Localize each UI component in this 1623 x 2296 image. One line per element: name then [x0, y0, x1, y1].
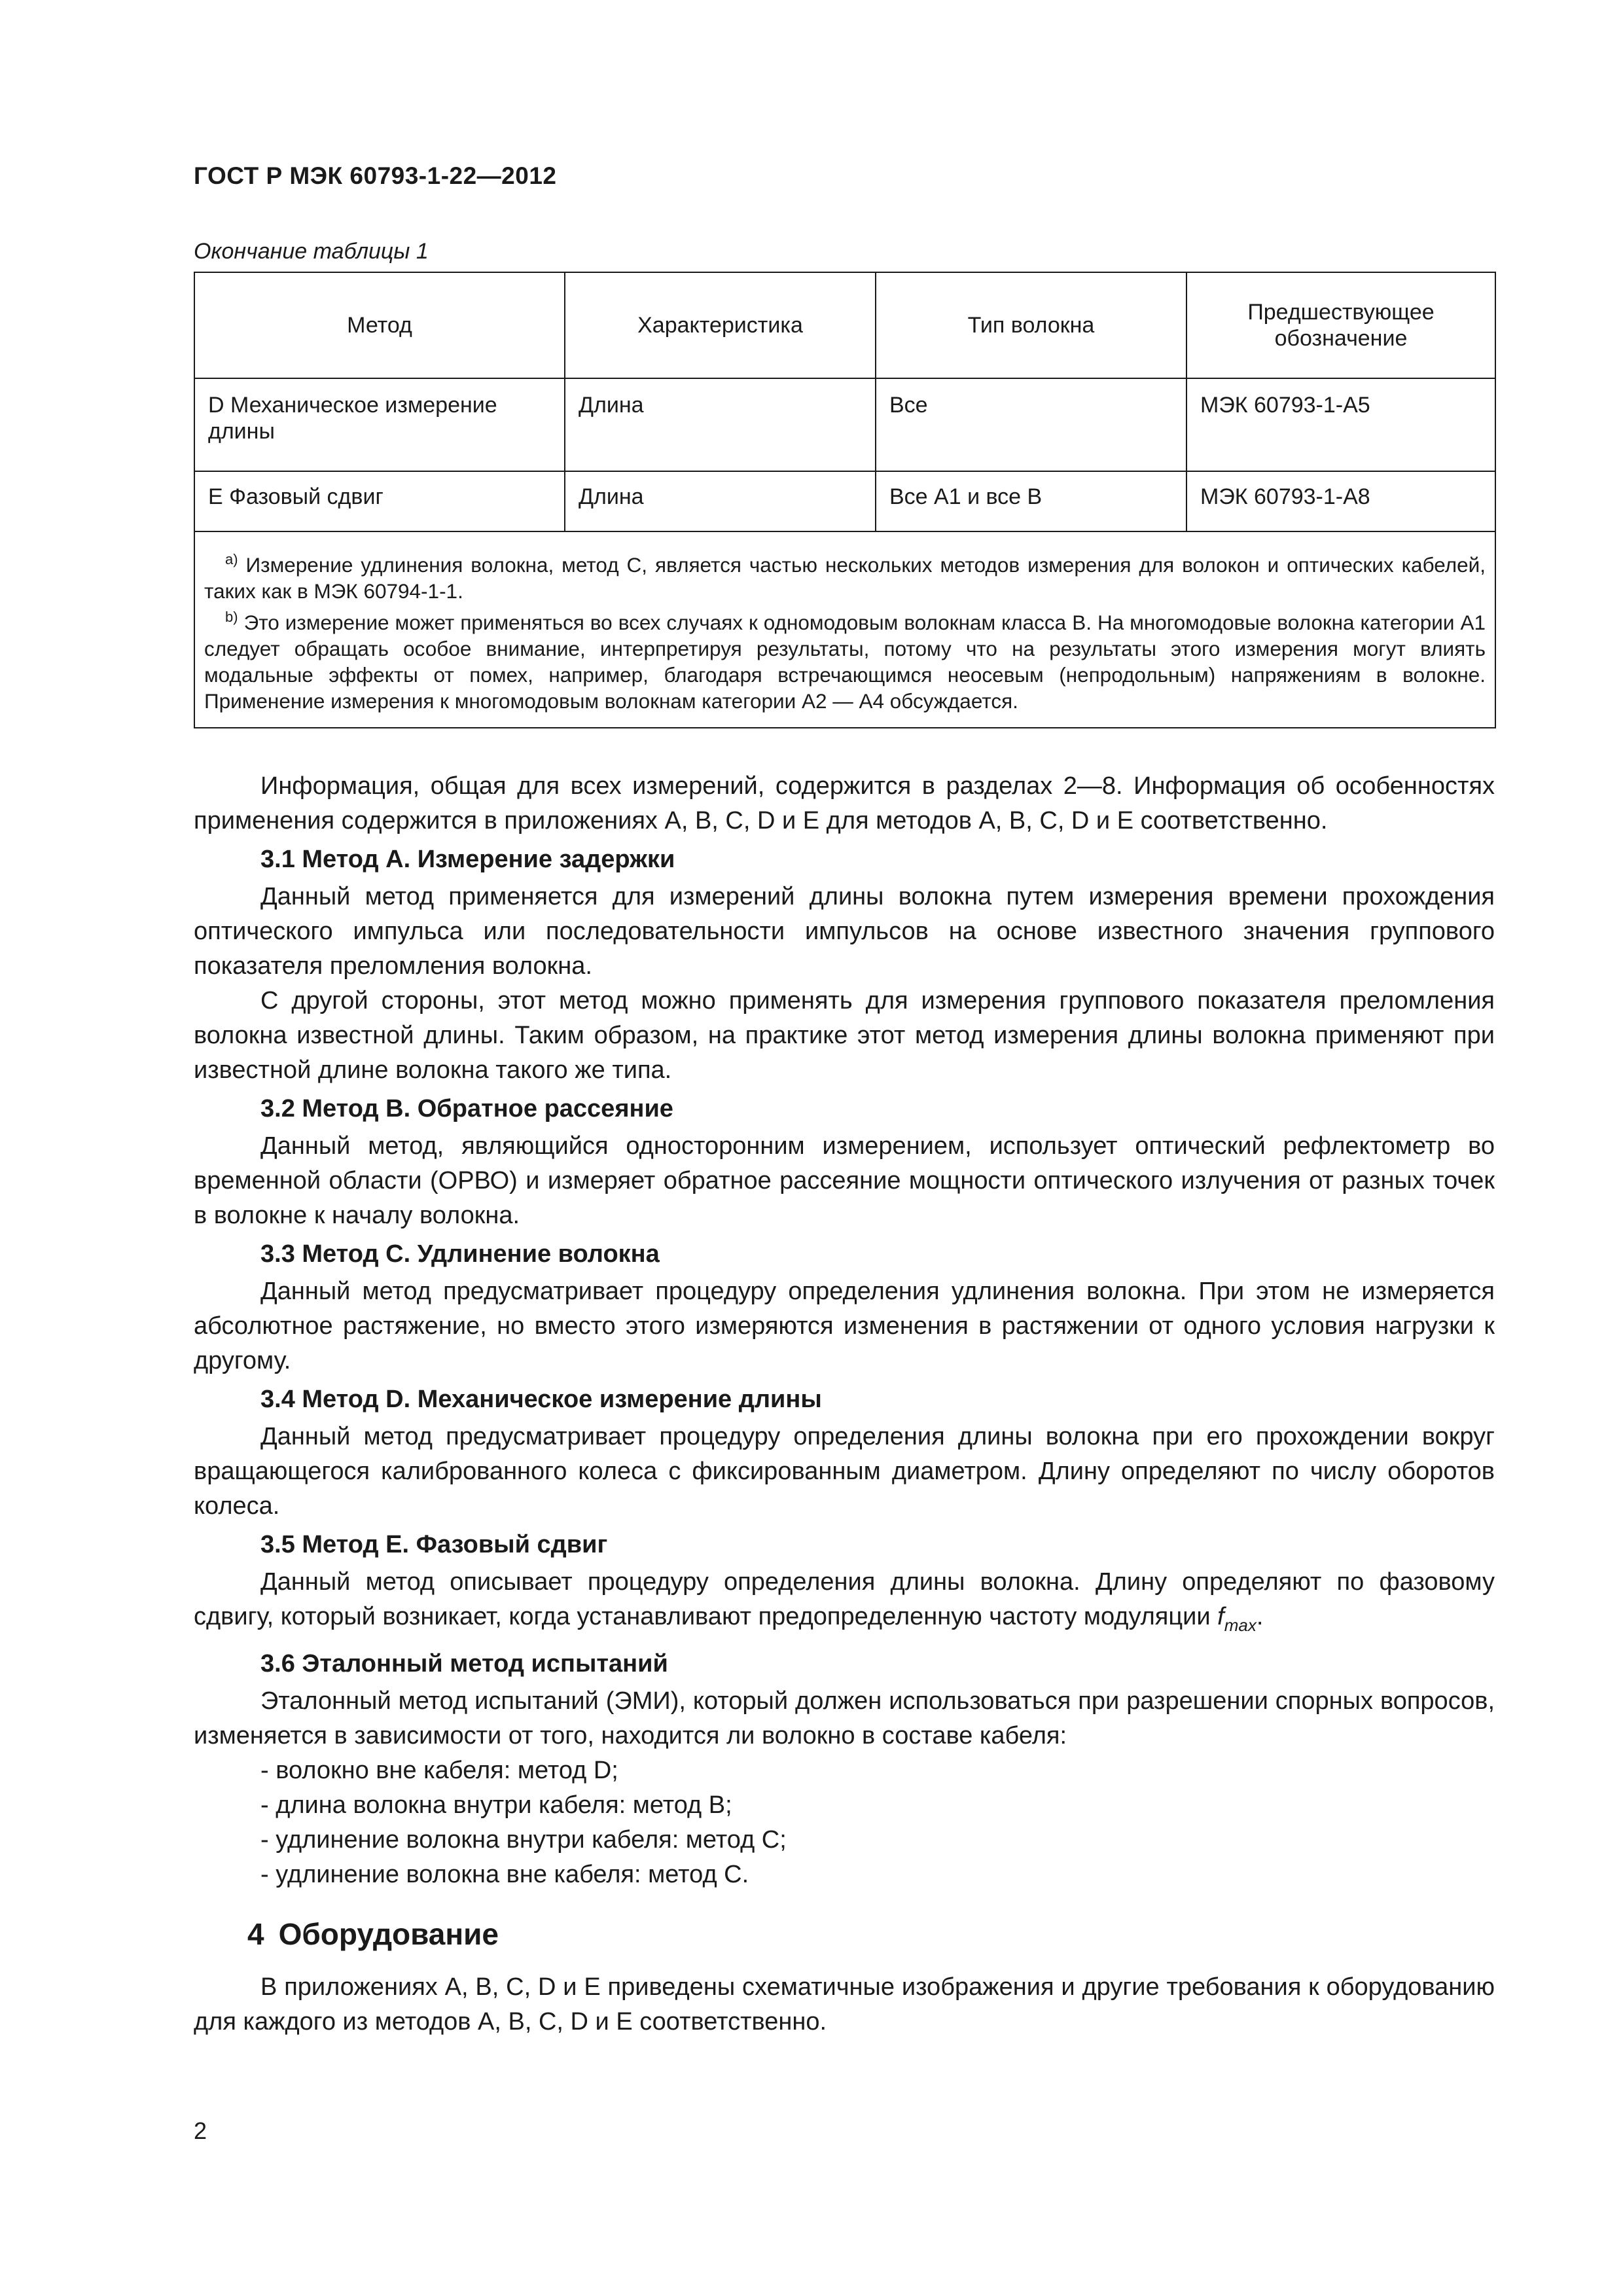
section-title: Оборудование: [278, 1917, 499, 1951]
table-note: [204, 604, 1486, 714]
section-heading: 3.3 Метод С. Удлинение волокна: [260, 1240, 660, 1268]
table-cell: МЭК 60793-1-А5: [1186, 378, 1495, 471]
paragraph-text: Данный метод описывает процедуру определения длины волокна. Длину определяют по фазовому сдвигу, который возникает, когда устанавливают предопределенную частоту модуляции: [194, 1568, 1495, 1630]
document-header: ГОСТ Р МЭК 60793-1-22—2012: [194, 162, 557, 189]
section-heading: 3.4 Метод D. Механическое измерение длины: [260, 1386, 822, 1413]
table-note: [204, 547, 1486, 604]
main-text: [194, 769, 1495, 1892]
list-item: - удлинение волокна вне кабеля: метод С.: [260, 1861, 749, 1888]
paragraph: Данный метод предусматривает процедуру определения длины волокна при его прохождении вокруг вращающегося калиброванного колеса с фиксированным диаметром. Длину определяют по числу оборотов колеса.: [194, 1423, 1495, 1520]
section-4-text: [194, 1970, 1495, 2039]
table-cell: E Фазовый сдвиг: [194, 471, 565, 531]
section-heading: 3.1 Метод А. Измерение задержки: [260, 846, 675, 873]
note-text: Измерение удлинения волокна, метод С, является частью нескольких методов измерения для волокон и оптических кабелей, таких как в МЭК 60794-1-1.: [204, 553, 1486, 603]
paragraph: [194, 1565, 1495, 1643]
fmax-subscript: max: [1224, 1615, 1257, 1635]
paragraph: В приложениях А, В, С, D и Е приведены схематичные изображения и другие требования к оборудованию для каждого из методов А, В, С, D и Е соответственно.: [194, 1973, 1495, 2036]
list-item: - длина волокна внутри кабеля: метод В;: [260, 1791, 732, 1819]
paragraph: Эталонный метод испытаний (ЭМИ), который должен использоваться при разрешении спорных вопросов, изменяется в зависимости от того, находится ли волокно в составе кабеля:: [194, 1687, 1495, 1749]
page-number: 2: [194, 2117, 207, 2144]
table-header-cell: Тип волокна: [876, 272, 1186, 378]
table-row: [194, 471, 1495, 531]
table-cell: Длина: [565, 378, 876, 471]
table-cell: D Механическое измерение длины: [194, 378, 565, 471]
paragraph-end: .: [1256, 1603, 1264, 1630]
table-cell: Длина: [565, 471, 876, 531]
table-cell: МЭК 60793-1-А8: [1186, 471, 1495, 531]
methods-table: [194, 272, 1496, 728]
table-header-cell: Характеристика: [565, 272, 876, 378]
table-cell: Все: [876, 378, 1186, 471]
table-header-cell: Метод: [194, 272, 565, 378]
note-text: Это измерение может применяться во всех случаях к одномодовым волокнам класса В. На многомодовые волокна категории А1 следует обращать особое внимание, интерпретируя результаты, потому что на результаты этого измерения могут влиять модальные эффекты от помех, например, благодаря встречающимся неосевым (непродольным) напряжениям в волокне. Применение измерения к многомодовым волокнам категории А2 — А4 обсуждается.: [204, 611, 1486, 713]
paragraph: С другой стороны, этот метод можно применять для измерения группового показателя преломления волокна известной длины. Таким образом, на практике этот метод измерения длины волокна применяют при известной длине волокна такого же типа.: [194, 987, 1495, 1084]
list-item: - удлинение волокна внутри кабеля: метод С;: [260, 1826, 787, 1854]
note-marker: b): [225, 609, 238, 625]
table-caption: Окончание таблицы 1: [194, 239, 429, 264]
section-number: 4: [247, 1917, 264, 1951]
intro-paragraph: Информация, общая для всех измерений, содержится в разделах 2—8. Информация об особенностях применения содержится в приложениях А, В, С, D и Е для методов А, В, С, D и Е соответственно.: [194, 772, 1495, 834]
table-header-row: [194, 272, 1495, 378]
fmax-symbol: f: [1217, 1603, 1224, 1630]
list-item: - волокно вне кабеля: метод D;: [260, 1757, 618, 1784]
table-cell: Все A1 и все B: [876, 471, 1186, 531]
note-marker: a): [225, 551, 238, 567]
section-4-heading: [247, 1916, 499, 1952]
table-notes: [194, 531, 1495, 728]
paragraph: Данный метод предусматривает процедуру определения удлинения волокна. При этом не измеряется абсолютное растяжение, но вместо этого измеряются изменения в растяжении от одного условия нагрузки к другому.: [194, 1278, 1495, 1374]
table-header-cell: Предшествующее обозначение: [1186, 272, 1495, 378]
table-notes-row: [194, 531, 1495, 728]
table-row: [194, 378, 1495, 471]
section-heading: 3.2 Метод В. Обратное рассеяние: [260, 1095, 673, 1122]
paragraph: Данный метод, являющийся односторонним измерением, использует оптический рефлектометр во временной области (ОРВО) и измеряет обратное рассеяние мощности оптического излучения от разных точек в волокне к началу волокна.: [194, 1132, 1495, 1229]
section-heading: 3.5 Метод E. Фазовый сдвиг: [260, 1531, 608, 1558]
paragraph: Данный метод применяется для измерений длины волокна путем измерения времени прохождения оптического импульса или последовательности импульсов на основе известного значения группового показателя преломления волокна.: [194, 883, 1495, 980]
section-heading: 3.6 Эталонный метод испытаний: [260, 1650, 668, 1677]
